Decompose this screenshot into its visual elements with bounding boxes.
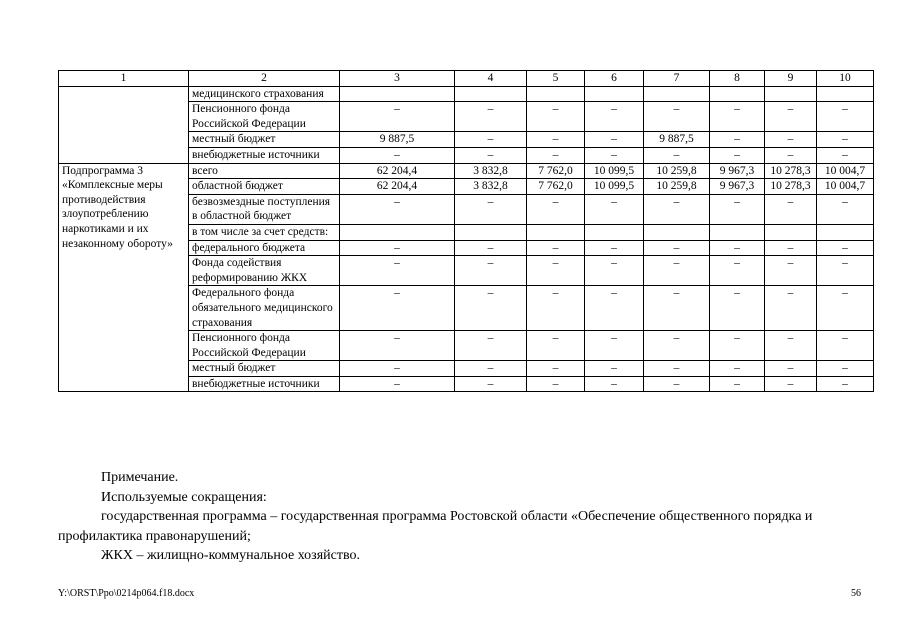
value-cell: – <box>644 286 710 331</box>
notes-title: Примечание. <box>101 470 179 485</box>
value-cell <box>644 224 710 240</box>
value-cell: – <box>585 240 644 256</box>
value-cell <box>765 86 817 102</box>
table-header-row <box>59 71 874 87</box>
value-cell: – <box>765 331 817 361</box>
value-cell: – <box>340 376 455 392</box>
funding-source-cell: внебюджетные источники <box>189 376 340 392</box>
value-cell <box>585 86 644 102</box>
value-cell: – <box>817 132 874 148</box>
abbreviation-state-program: государственная программа – государственная программа Ростовской области «Обеспечение общественного порядка и профилактика правонарушений; <box>58 509 813 544</box>
value-cell: – <box>585 361 644 377</box>
value-cell: – <box>710 132 765 148</box>
value-cell: – <box>765 240 817 256</box>
value-cell: – <box>340 102 455 132</box>
value-cell: – <box>644 240 710 256</box>
value-cell: – <box>817 361 874 377</box>
value-cell: – <box>644 194 710 224</box>
funding-source-cell: Пенсионного фонда Российской Федерации <box>189 331 340 361</box>
funding-source-cell: в том числе за счет средств: <box>189 224 340 240</box>
value-cell: – <box>527 331 585 361</box>
value-cell: – <box>710 194 765 224</box>
funding-source-cell: местный бюджет <box>189 361 340 377</box>
value-cell: 10 278,3 <box>765 163 817 179</box>
value-cell: 9 967,3 <box>710 163 765 179</box>
header-cell: 9 <box>765 71 817 87</box>
value-cell: 10 099,5 <box>585 163 644 179</box>
funding-source-cell: медицинского страхования <box>189 86 340 102</box>
value-cell: – <box>455 240 527 256</box>
funding-source-cell: Пенсионного фонда Российской Федерации <box>189 102 340 132</box>
funding-source-cell: внебюджетные источники <box>189 147 340 163</box>
value-cell: – <box>455 147 527 163</box>
value-cell: – <box>455 132 527 148</box>
value-cell: – <box>527 286 585 331</box>
header-cell: 6 <box>585 71 644 87</box>
value-cell: 7 762,0 <box>527 179 585 195</box>
value-cell: – <box>455 256 527 286</box>
value-cell: – <box>585 376 644 392</box>
value-cell <box>644 86 710 102</box>
value-cell <box>455 86 527 102</box>
value-cell: – <box>455 286 527 331</box>
value-cell: – <box>765 286 817 331</box>
value-cell: – <box>527 240 585 256</box>
value-cell <box>817 224 874 240</box>
value-cell: 62 204,4 <box>340 163 455 179</box>
value-cell: – <box>455 376 527 392</box>
value-cell: 10 259,8 <box>644 163 710 179</box>
value-cell: – <box>710 376 765 392</box>
value-cell: 7 762,0 <box>527 163 585 179</box>
value-cell: – <box>765 376 817 392</box>
value-cell: 62 204,4 <box>340 179 455 195</box>
value-cell: – <box>765 361 817 377</box>
funding-source-cell: Фонда содействия реформированию ЖКХ <box>189 256 340 286</box>
notes-section <box>58 468 873 566</box>
value-cell: 10 259,8 <box>644 179 710 195</box>
abbreviations-heading: Используемые сокращения: <box>101 489 267 505</box>
value-cell <box>817 86 874 102</box>
value-cell <box>710 86 765 102</box>
value-cell: 10 099,5 <box>585 179 644 195</box>
value-cell <box>527 86 585 102</box>
value-cell: 3 832,8 <box>455 179 527 195</box>
value-cell: 9 887,5 <box>644 132 710 148</box>
value-cell: – <box>817 102 874 132</box>
header-cell: 10 <box>817 71 874 87</box>
funding-source-cell: федерального бюджета <box>189 240 340 256</box>
funding-source-cell: областной бюджет <box>189 179 340 195</box>
value-cell: – <box>585 132 644 148</box>
value-cell: – <box>585 256 644 286</box>
value-cell: 10 004,7 <box>817 179 874 195</box>
value-cell: – <box>765 194 817 224</box>
value-cell <box>340 86 455 102</box>
value-cell <box>340 224 455 240</box>
value-cell: – <box>527 194 585 224</box>
header-cell: 5 <box>527 71 585 87</box>
value-cell: – <box>710 331 765 361</box>
funding-source-cell: Федерального фонда обязательного медицинского страхования <box>189 286 340 331</box>
value-cell: – <box>340 194 455 224</box>
value-cell <box>585 224 644 240</box>
value-cell: – <box>455 194 527 224</box>
value-cell: – <box>585 102 644 132</box>
value-cell: – <box>710 102 765 132</box>
value-cell: – <box>527 256 585 286</box>
value-cell: – <box>527 147 585 163</box>
value-cell: – <box>527 376 585 392</box>
value-cell: – <box>765 147 817 163</box>
program-cell <box>59 86 189 163</box>
value-cell: 9 967,3 <box>710 179 765 195</box>
funding-source-cell: всего <box>189 163 340 179</box>
value-cell: – <box>765 132 817 148</box>
value-cell: – <box>340 286 455 331</box>
value-cell: – <box>644 256 710 286</box>
value-cell: 10 004,7 <box>817 163 874 179</box>
value-cell: – <box>817 286 874 331</box>
value-cell: – <box>817 331 874 361</box>
value-cell <box>765 224 817 240</box>
table-row <box>59 163 874 179</box>
value-cell: – <box>710 147 765 163</box>
value-cell: – <box>710 240 765 256</box>
header-cell: 4 <box>455 71 527 87</box>
value-cell: – <box>340 240 455 256</box>
value-cell: – <box>340 147 455 163</box>
budget-table-container <box>58 70 873 392</box>
value-cell: – <box>585 194 644 224</box>
value-cell: – <box>585 286 644 331</box>
value-cell: – <box>710 286 765 331</box>
subprogram-cell: Подпрограмма 3 «Комплексные меры противодействия злоупотреблению наркотиками и их незаконному обороту» <box>59 163 189 392</box>
funding-source-cell: местный бюджет <box>189 132 340 148</box>
funding-source-cell: безвозмездные поступления в областной бюджет <box>189 194 340 224</box>
value-cell <box>527 224 585 240</box>
value-cell: – <box>644 147 710 163</box>
value-cell: 10 278,3 <box>765 179 817 195</box>
value-cell: – <box>455 361 527 377</box>
value-cell: 9 887,5 <box>340 132 455 148</box>
value-cell: – <box>710 256 765 286</box>
value-cell: – <box>340 256 455 286</box>
value-cell: – <box>817 194 874 224</box>
header-cell: 1 <box>59 71 189 87</box>
value-cell <box>710 224 765 240</box>
header-cell: 3 <box>340 71 455 87</box>
value-cell: – <box>455 102 527 132</box>
value-cell: – <box>765 102 817 132</box>
file-path: Y:\ORST\Ppo\0214p064.f18.docx <box>58 588 195 599</box>
value-cell: – <box>527 102 585 132</box>
table-row <box>59 86 874 102</box>
value-cell <box>455 224 527 240</box>
table-body <box>59 71 874 392</box>
value-cell: – <box>817 240 874 256</box>
value-cell: – <box>765 256 817 286</box>
value-cell: – <box>817 256 874 286</box>
abbreviation-zhkh: ЖКХ – жилищно-коммунальное хозяйство. <box>101 548 360 563</box>
header-cell: 7 <box>644 71 710 87</box>
value-cell: – <box>340 361 455 377</box>
budget-table <box>58 70 874 392</box>
value-cell: – <box>585 147 644 163</box>
header-cell: 2 <box>189 71 340 87</box>
value-cell: – <box>644 331 710 361</box>
header-cell: 8 <box>710 71 765 87</box>
value-cell: – <box>817 376 874 392</box>
value-cell: – <box>340 331 455 361</box>
value-cell: – <box>527 361 585 377</box>
value-cell: – <box>644 376 710 392</box>
value-cell: – <box>710 361 765 377</box>
value-cell: 3 832,8 <box>455 163 527 179</box>
page-number: 56 <box>851 588 861 599</box>
value-cell: – <box>644 102 710 132</box>
value-cell: – <box>455 331 527 361</box>
value-cell: – <box>644 361 710 377</box>
value-cell: – <box>585 331 644 361</box>
value-cell: – <box>817 147 874 163</box>
value-cell: – <box>527 132 585 148</box>
